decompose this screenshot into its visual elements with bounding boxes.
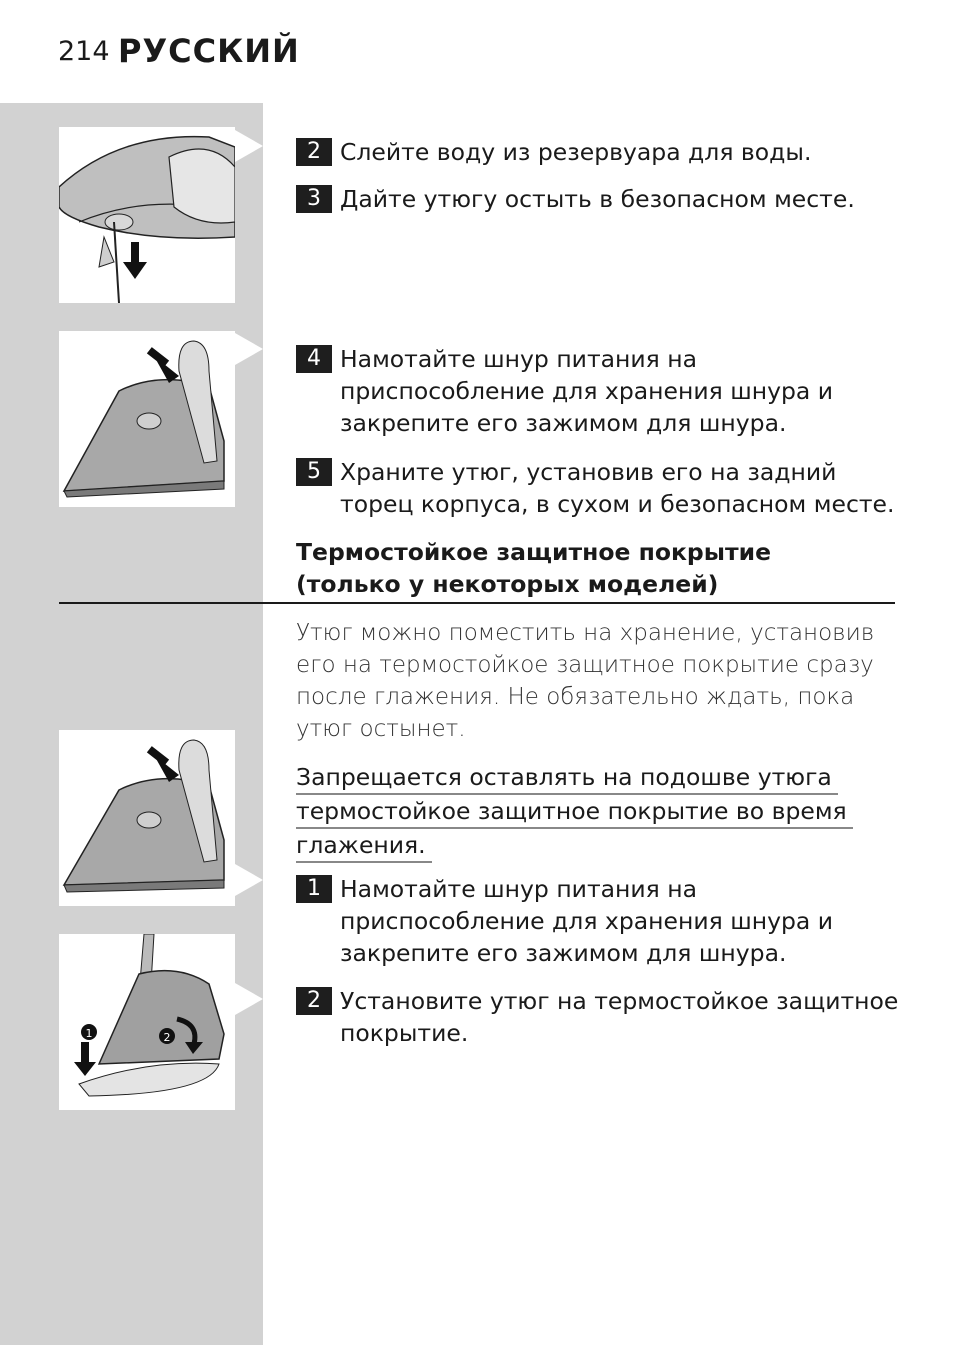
step-text: Храните утюг, установив его на задний торец корпуса, в сухом и безопасном месте.: [340, 458, 895, 518]
warning-line2: термостойкое защитное покрытие во время: [296, 795, 853, 829]
page-number: 214: [58, 36, 110, 67]
step-item: [296, 343, 896, 437]
pointer-arrow: [235, 864, 263, 896]
step-number: 5: [296, 458, 332, 486]
step-text: Намотайте шнур питания на приспособление для хранения шнура и закрепите его зажимом для шнура.: [340, 875, 834, 967]
step-number: 2: [296, 138, 332, 166]
step-number: 2: [296, 987, 332, 1015]
illustration-place-on-pad: [59, 934, 235, 1110]
step-item: [296, 873, 896, 967]
step-number: 3: [296, 185, 332, 213]
place-on-pad-drawing: [59, 934, 235, 1110]
language-heading: РУССКИЙ: [118, 32, 300, 70]
warning-line3: глажения.: [296, 829, 432, 863]
step-item: [296, 456, 896, 518]
step-text: Дайте утюгу остыть в безопасном месте.: [340, 185, 855, 213]
step-item: [296, 136, 896, 168]
pointer-arrow: [235, 983, 263, 1015]
divider: [59, 602, 895, 604]
wind-cord-drawing-2: [59, 730, 235, 906]
step-item: [296, 183, 896, 215]
step-item: [296, 985, 899, 1047]
step-number: 4: [296, 345, 332, 373]
step-number: 1: [296, 875, 332, 903]
warning-line1: Запрещается оставлять на подошве утюга: [296, 761, 838, 795]
step-text: Намотайте шнур питания на приспособление для хранения шнура и закрепите его зажимом для шнура.: [340, 345, 834, 437]
step-text: Слейте воду из резервуара для воды.: [340, 138, 812, 166]
wind-cord-drawing: [59, 331, 235, 507]
section-heading: [296, 536, 896, 600]
illustration-drain-water: [59, 127, 235, 303]
pointer-arrow: [235, 130, 263, 162]
pointer-arrow: [235, 333, 263, 365]
step-text: Установите утюг на термостойкое защитное покрытие.: [340, 987, 899, 1047]
drain-water-drawing: [59, 127, 235, 303]
section-paragraph: Утюг можно поместить на хранение, установив его на термостойкое защитное покрытие сразу после глажения. Не обязательно ждать, пока утюг остынет.: [296, 620, 875, 742]
marker-2-label: 2: [163, 1031, 171, 1044]
section-heading-line1: Термостойкое защитное покрытие: [296, 538, 772, 566]
illustration-wind-cord: [59, 331, 235, 507]
warning-text: [296, 761, 896, 863]
illustration-wind-cord-2: [59, 730, 235, 906]
section-heading-line2: (только у некоторых моделей): [296, 570, 719, 598]
marker-1-label: 1: [85, 1027, 93, 1040]
